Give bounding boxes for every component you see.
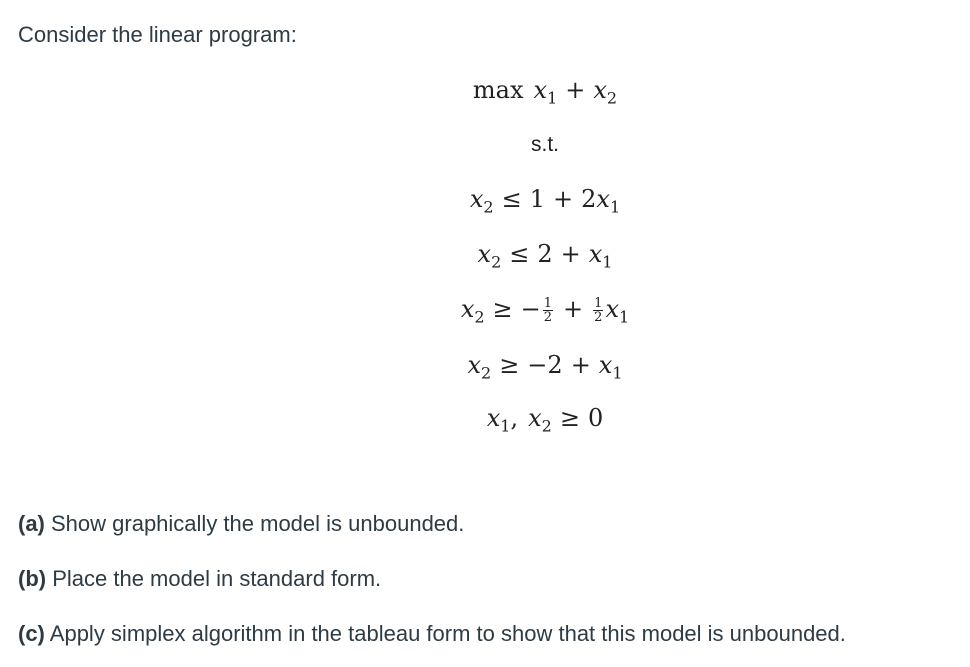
part-label: (c): [18, 621, 45, 646]
constraint-3: [0, 294, 970, 327]
subscript: 2: [481, 363, 492, 383]
var-x2: x: [460, 295, 475, 323]
denominator: 2: [594, 310, 603, 325]
subscript: 2: [606, 88, 618, 108]
part-label: (a): [18, 511, 45, 536]
var-x2: x: [469, 185, 484, 213]
plus-sign: +: [563, 295, 584, 323]
plus-sign: +: [570, 351, 591, 379]
subscript: 1: [500, 416, 511, 436]
part-c: [18, 619, 846, 649]
part-b: [18, 564, 381, 594]
var-x2: x: [467, 351, 481, 379]
part-a: [18, 509, 464, 539]
plus-sign: +: [553, 185, 574, 213]
subscript: 2: [491, 252, 502, 272]
subscript: 1: [609, 197, 621, 217]
fraction-one-half: [593, 297, 603, 324]
var-x2: x: [477, 240, 492, 268]
subscript: 2: [541, 416, 552, 436]
minus-sign: −: [520, 295, 541, 323]
constant: 0: [587, 404, 604, 432]
subscript: 1: [547, 88, 558, 108]
constraint-4: [0, 350, 970, 383]
plus-sign: +: [560, 240, 581, 268]
var-x1: x: [596, 185, 610, 213]
var-x2: x: [593, 76, 607, 104]
subscript: 1: [612, 363, 623, 383]
subscript: 2: [483, 197, 494, 217]
part-label: (b): [18, 566, 47, 591]
part-text: Place the model in standard form.: [46, 566, 382, 591]
subscript: 1: [618, 307, 630, 327]
part-text: Show graphically the model is unbounded.: [44, 511, 465, 536]
part-text: Apply simplex algorithm in the tableau form to show that this model is unbounded.: [44, 621, 846, 646]
var-x1: x: [486, 404, 501, 432]
var-x1: x: [588, 240, 603, 268]
comma: ,: [510, 404, 519, 432]
constant: 2: [537, 240, 553, 268]
problem-intro: Consider the linear program:: [18, 22, 297, 47]
relation: ≥: [492, 295, 513, 323]
subscript: 1: [602, 252, 613, 272]
numerator: 1: [594, 296, 603, 311]
relation: ≤: [509, 240, 530, 268]
var-x1: x: [605, 295, 619, 323]
var-x1: x: [598, 351, 613, 379]
numerator: 1: [543, 296, 553, 311]
denominator: 2: [543, 310, 553, 325]
subscript: 2: [474, 307, 485, 327]
var-x2: x: [528, 404, 542, 432]
constant: 1: [529, 185, 545, 213]
var-x1: x: [533, 76, 548, 104]
relation: ≤: [501, 185, 522, 213]
constant: −2: [527, 351, 563, 379]
relation: ≥: [499, 351, 520, 379]
constraint-1: [0, 184, 970, 217]
objective-function: [0, 75, 970, 108]
fraction-one-half: [543, 297, 553, 324]
subject-to-label: s.t.: [530, 133, 559, 156]
plus-sign: +: [565, 76, 586, 104]
nonnegativity-constraint: [0, 403, 970, 436]
constraint-2: [0, 239, 970, 272]
coefficient: 2: [581, 185, 597, 213]
max-operator: max: [472, 76, 524, 104]
relation: ≥: [559, 404, 580, 432]
